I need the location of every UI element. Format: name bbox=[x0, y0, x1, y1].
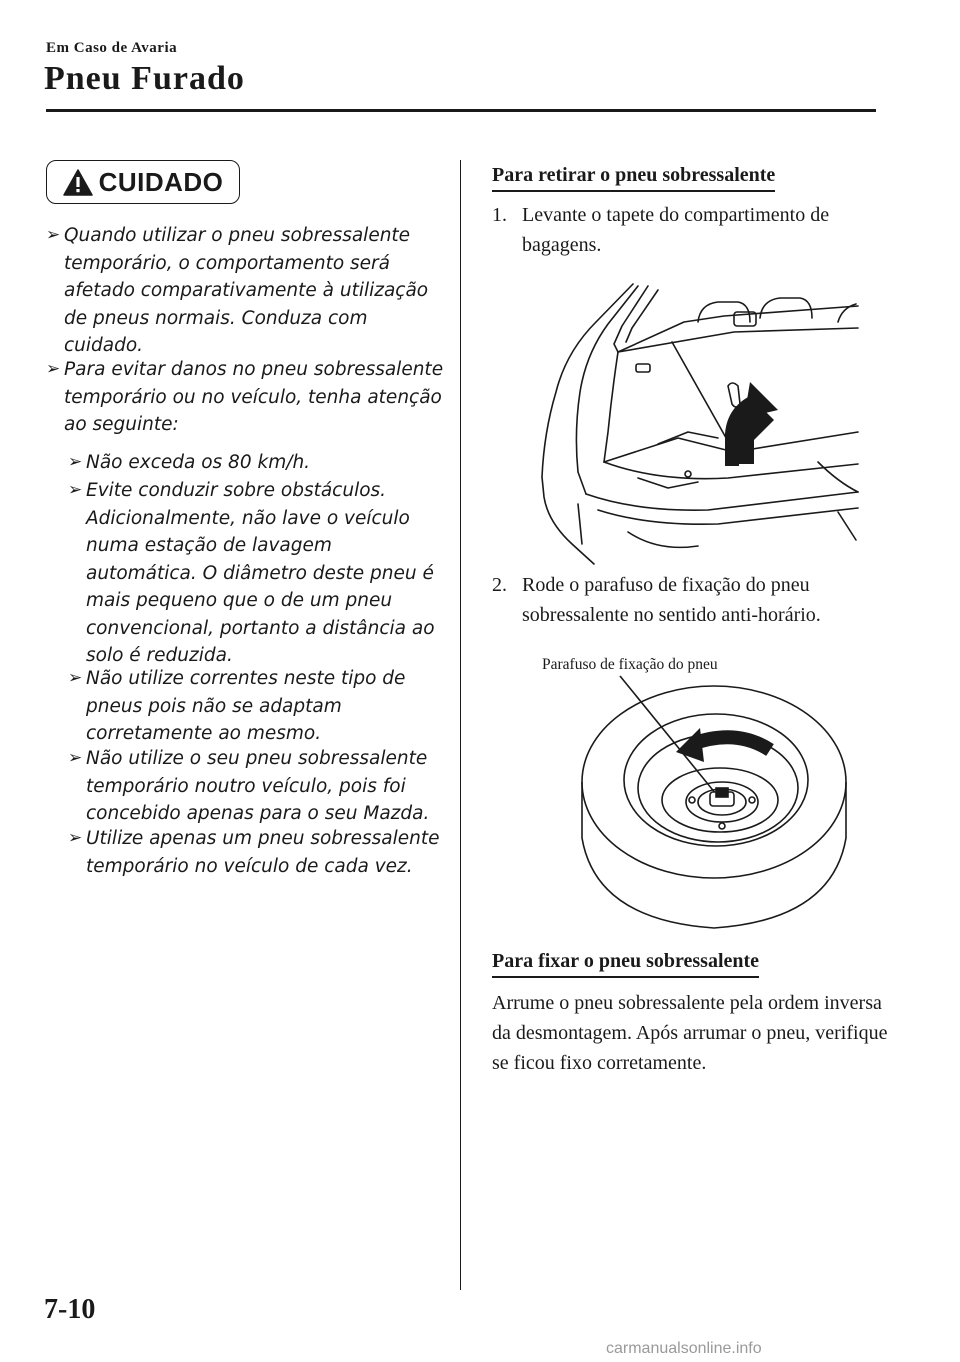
arrow-bullet-icon: ➢ bbox=[68, 480, 83, 500]
warning-icon bbox=[63, 169, 93, 196]
arrow-bullet-icon: ➢ bbox=[68, 828, 83, 848]
figure-label: Parafuso de fixação do pneu bbox=[542, 656, 718, 673]
arrow-bullet-icon: ➢ bbox=[46, 225, 61, 245]
arrow-bullet-icon: ➢ bbox=[68, 668, 83, 688]
remove-spare-heading: Para retirar o pneu sobressalente bbox=[492, 164, 775, 192]
arrow-bullet-icon: ➢ bbox=[46, 359, 61, 379]
arrow-bullet-icon: ➢ bbox=[68, 748, 83, 768]
section-name: Em Caso de Avaria bbox=[46, 40, 178, 56]
caution-box bbox=[46, 160, 240, 204]
arrow-bullet-icon: ➢ bbox=[68, 452, 83, 472]
caution-sub-bullet: ➢ Não exceda os 80 km/h. bbox=[68, 449, 448, 477]
spare-tire-illustration bbox=[576, 670, 856, 932]
page-number: 7-10 bbox=[44, 1294, 96, 1325]
watermark: carmanualsonline.info bbox=[606, 1340, 762, 1357]
caution-sub-bullet: ➢ Não utilize o seu pneu sobressalente temporário noutro veículo, pois foi concebido apenas para o seu Mazda. bbox=[68, 745, 448, 828]
column-divider bbox=[460, 160, 461, 1290]
step-item: 2. Rode o parafuso de fixação do pneu sobressalente no sentido anti-horário. bbox=[492, 574, 821, 626]
fix-spare-heading: Para fixar o pneu sobressalente bbox=[492, 950, 759, 978]
caution-sub-bullet: ➢ Utilize apenas um pneu sobressalente temporário no veículo de cada vez. bbox=[68, 825, 448, 880]
caution-bullet: ➢ Para evitar danos no pneu sobressalente temporário ou no veículo, tenha atenção ao seguinte: bbox=[46, 356, 446, 439]
caution-sub-bullet: ➢ Não utilize correntes neste tipo de pneus pois não se adaptam corretamente ao mesmo. bbox=[68, 665, 448, 748]
caution-bullet: ➢ Quando utilizar o pneu sobressalente temporário, o comportamento será afetado comparativamente à utilização de pneus normais. Conduza com cuidado. bbox=[46, 222, 446, 360]
page-title: Pneu Furado bbox=[44, 60, 245, 97]
caution-label: CUIDADO bbox=[98, 166, 224, 197]
trunk-illustration bbox=[538, 282, 864, 572]
fix-spare-text: Arrume o pneu sobressalente pela ordem inversa da desmontagem. Após arrumar o pneu, verifique se ficou fixo corretamente. bbox=[492, 992, 888, 1074]
step-item: 1. Levante o tapete do compartimento de bagagens. bbox=[492, 204, 830, 256]
caution-sub-bullet: ➢ Evite conduzir sobre obstáculos. Adicionalmente, não lave o veículo numa estação de lavagem automática. O diâmetro deste pneu é mais pequeno que o de um pneu convencional, portanto a distância ao solo é reduzida. bbox=[68, 477, 448, 670]
header-rule bbox=[46, 109, 876, 112]
